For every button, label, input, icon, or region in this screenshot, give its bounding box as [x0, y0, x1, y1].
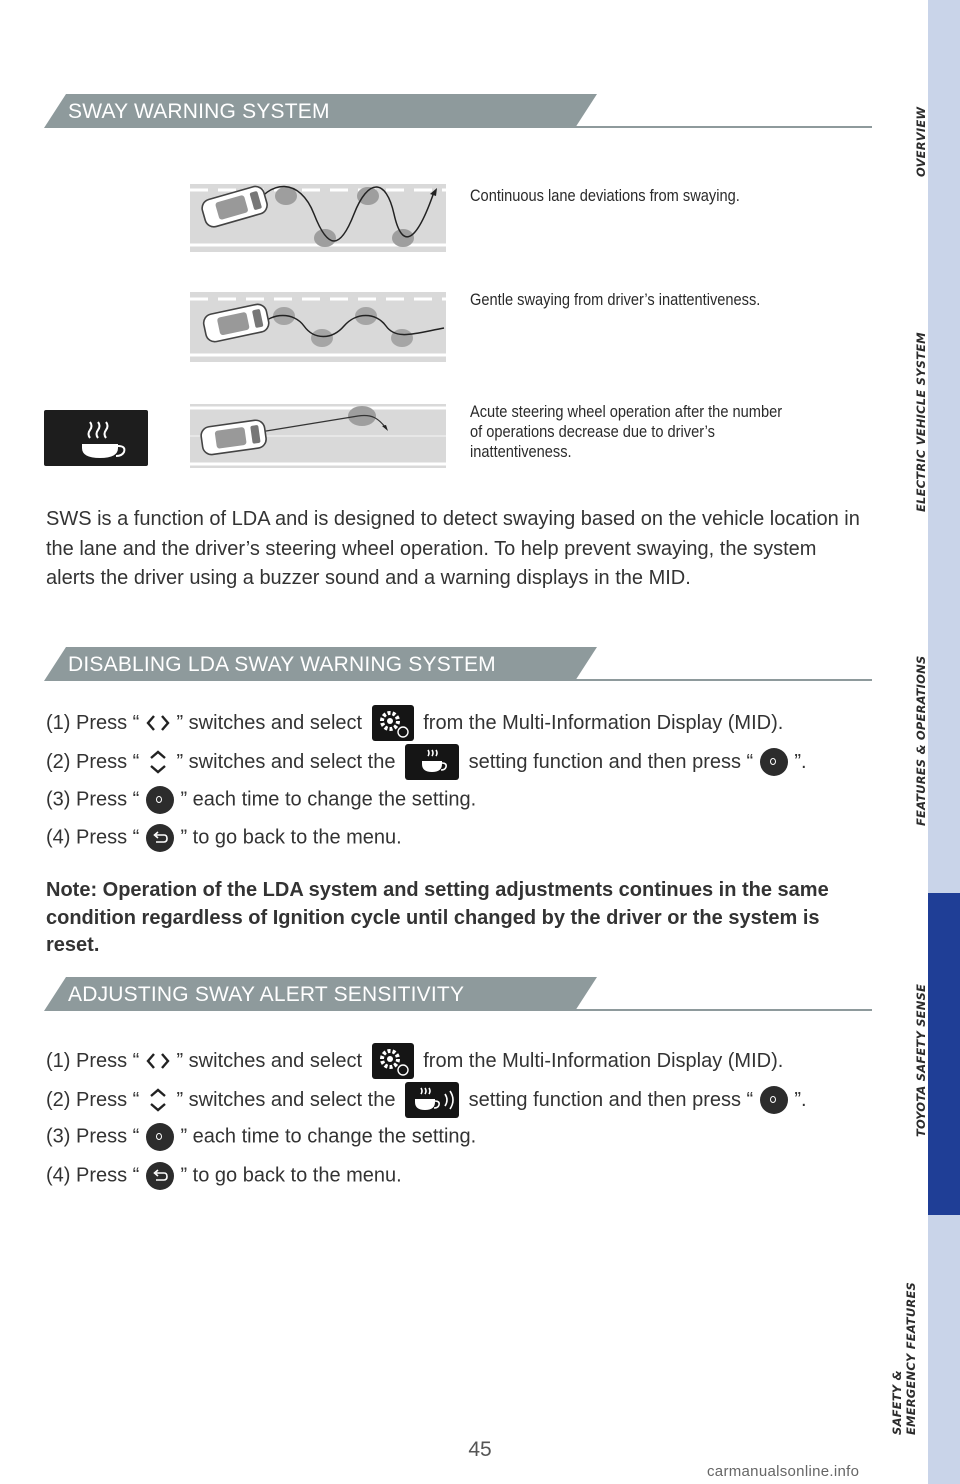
- adjust-step-1: (1) Press “ ” switches and select from the Multi-Information Display (MID).: [46, 1043, 783, 1073]
- intro-paragraph: SWS is a function of LDA and is designed to detect swaying based on the vehicle location in the lane and the driver’s steering wheel operation. To help prevent swaying, the system alerts the driver using a buzzer sound and a warning displays in the MID.: [46, 508, 860, 589]
- ok-button-icon: [760, 748, 788, 776]
- caption-gentle: Gentle swaying from driver’s inattentiveness.: [470, 290, 761, 309]
- disable-step-1: (1) Press “ ” switches and select from the Multi-Information Display (MID).: [46, 705, 783, 735]
- coffee-cup-icon: [44, 410, 148, 466]
- up-down-arrows-icon: [145, 1087, 171, 1113]
- adjust-step-4: (4) Press “ ” to go back to the menu.: [46, 1160, 402, 1190]
- lane-diagram-continuous: [190, 184, 446, 252]
- caption-continuous: Continuous lane deviations from swaying.: [470, 186, 740, 205]
- ok-button-icon: [760, 1086, 788, 1114]
- page-number: 45: [468, 1438, 492, 1461]
- adjust-step-2: (2) Press “ ” switches and select the setting function and then press “ ”.: [46, 1082, 807, 1112]
- disable-step-3: (3) Press “ ” each time to change the setting.: [46, 784, 476, 814]
- note-text: Note: Operation of the LDA system and setting adjustments continues in the same condition regardless of Ignition cycle until changed by the driver or the system is reset.: [46, 879, 829, 956]
- back-button-icon: [146, 824, 174, 852]
- chapter-sidebar: [928, 0, 960, 1484]
- settings-gear-icon: [372, 705, 414, 741]
- caption-acute: Acute steering wheel operation after the number of operations decrease due to driver’s inattentiveness.: [470, 402, 783, 461]
- section-title: SWAY WARNING SYSTEM: [68, 100, 330, 123]
- left-right-arrows-icon: [145, 1048, 171, 1074]
- adjust-step-3: (3) Press “ ” each time to change the setting.: [46, 1121, 476, 1151]
- ok-button-icon: [146, 786, 174, 814]
- up-down-arrows-icon: [145, 749, 171, 775]
- back-button-icon: [146, 1162, 174, 1190]
- section-title: ADJUSTING SWAY ALERT SENSITIVITY: [68, 983, 465, 1006]
- ok-button-icon: [146, 1123, 174, 1151]
- coffee-cup-icon: [405, 744, 459, 780]
- lane-diagram-acute: [190, 404, 446, 468]
- lane-diagram-gentle: [190, 292, 446, 362]
- disable-step-4: (4) Press “ ” to go back to the menu.: [46, 822, 402, 852]
- coffee-cup-sound-icon: [405, 1082, 459, 1118]
- left-right-arrows-icon: [145, 710, 171, 736]
- watermark[interactable]: carmanualsonline.info: [707, 1463, 860, 1480]
- settings-gear-icon: [372, 1043, 414, 1079]
- section-title: DISABLING LDA SWAY WARNING SYSTEM: [68, 653, 496, 676]
- disable-step-2: (2) Press “ ” switches and select the setting function and then press “ ”.: [46, 744, 807, 774]
- sidebar-active-tab-toyota-safety-sense[interactable]: [928, 893, 960, 1215]
